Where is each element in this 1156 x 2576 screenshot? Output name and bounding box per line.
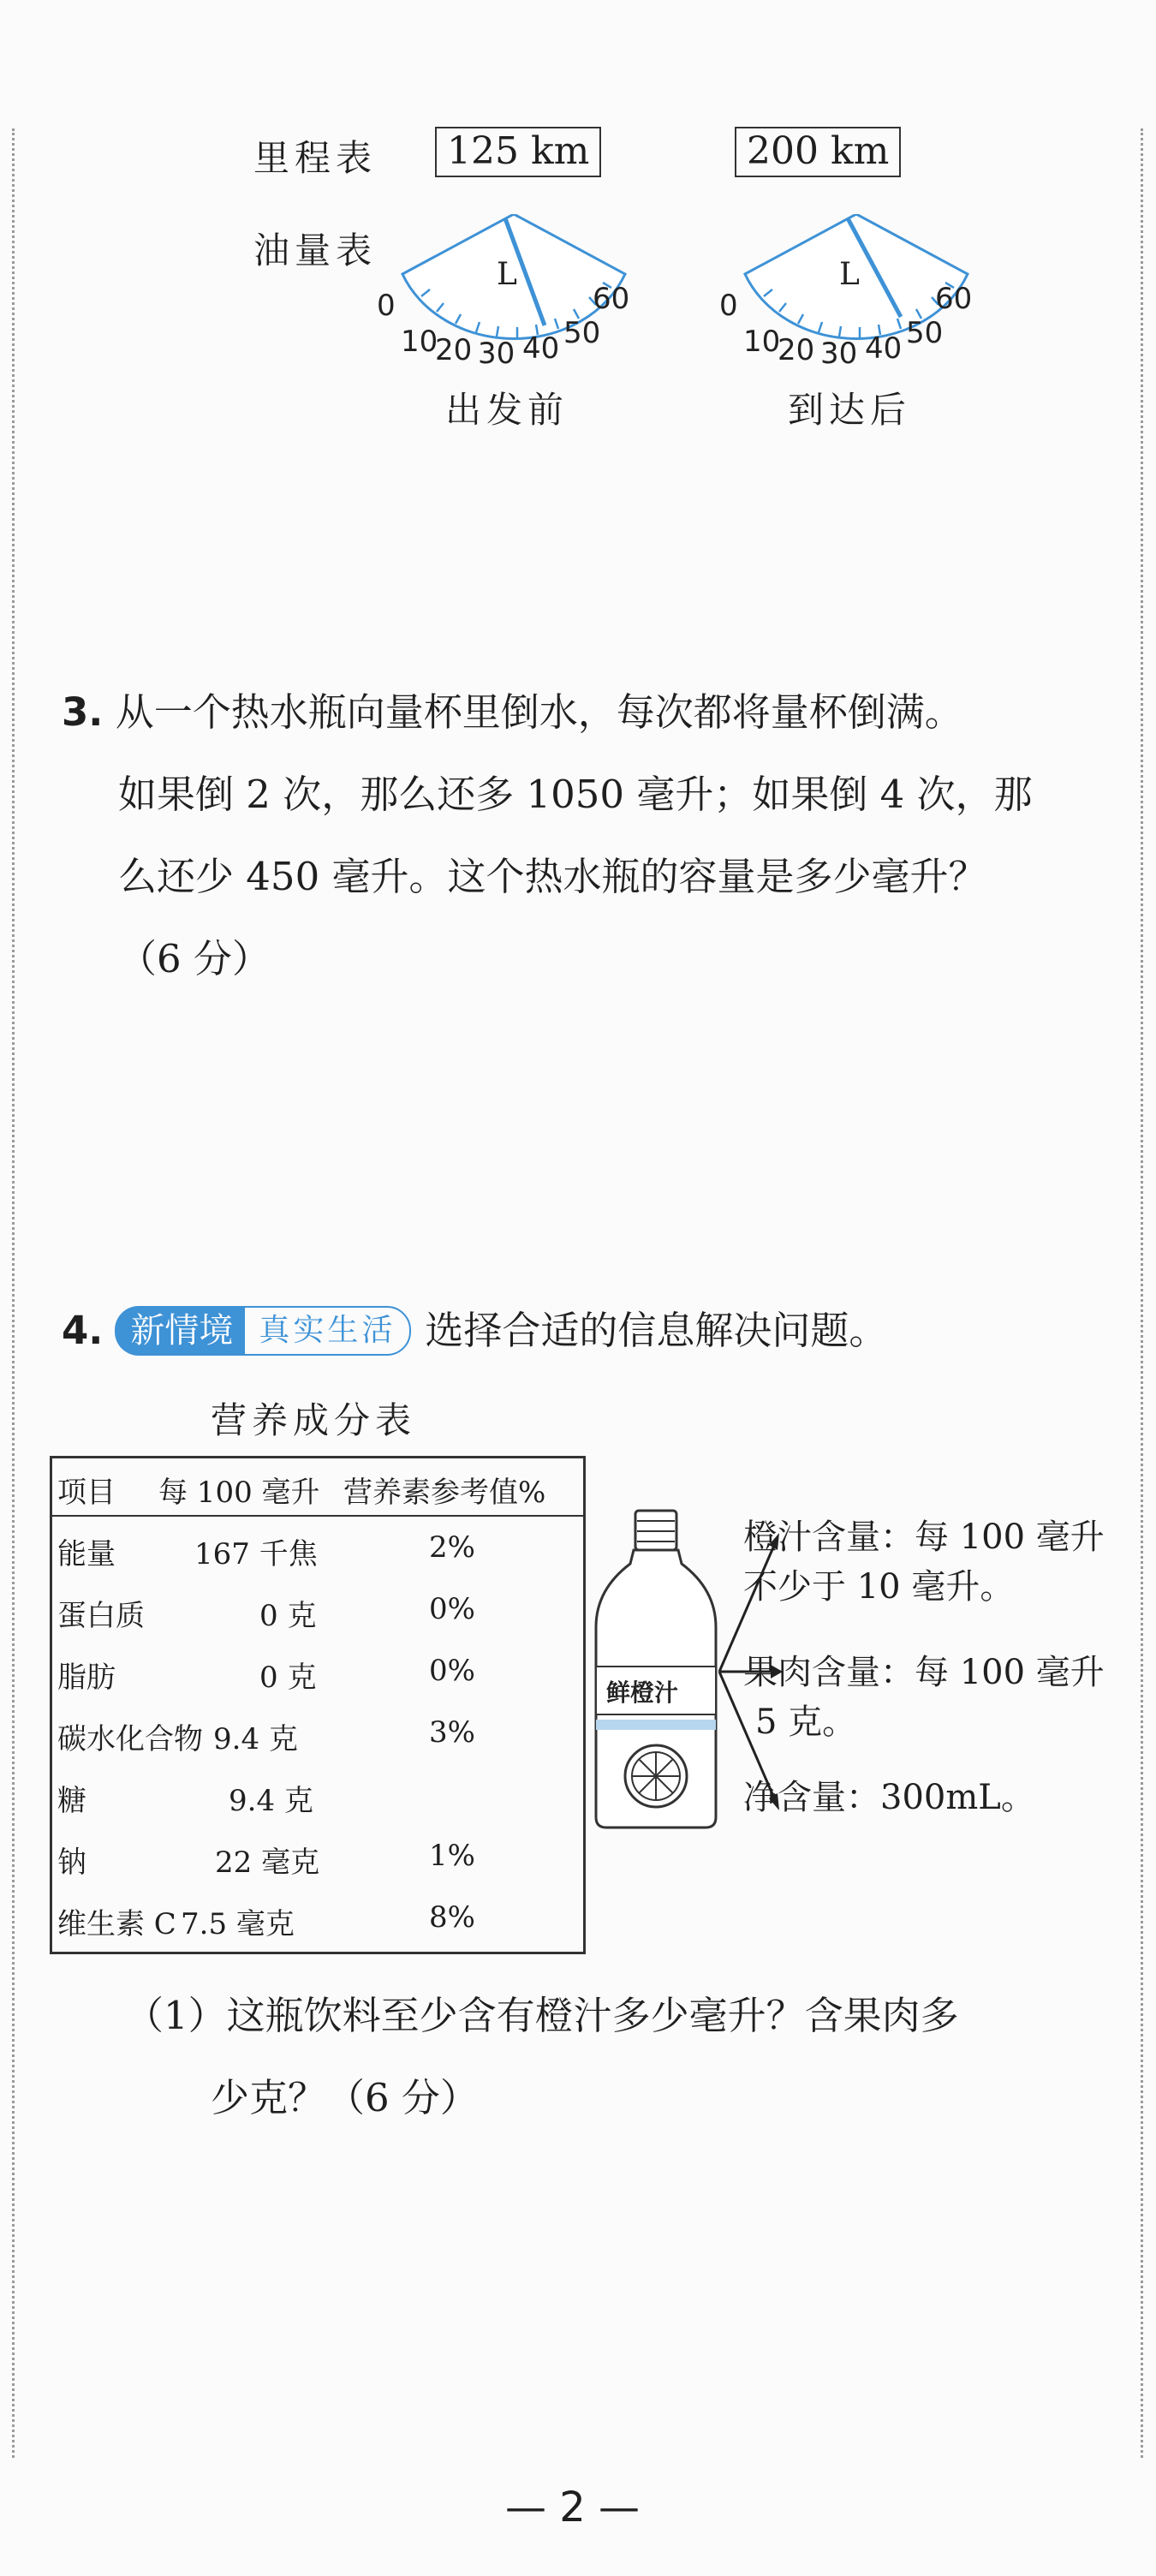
svg-text:20: 20: [778, 333, 815, 367]
fuel-gauge-label: 油量表: [253, 230, 378, 271]
q4-prompt: 选择合适的信息解决问题。: [425, 1308, 888, 1353]
question-number: 4.: [62, 1308, 104, 1353]
nutrition-table: [50, 1456, 586, 1954]
gauge-letter: L: [497, 257, 517, 292]
svg-text:30: 30: [478, 337, 515, 371]
nutrition-table-title: 营养成分表: [211, 1399, 417, 1441]
gauge-letter: L: [839, 257, 860, 292]
svg-text:50: 50: [906, 316, 944, 350]
svg-text:0: 0: [719, 289, 738, 323]
right-dotted-margin: [1141, 128, 1143, 2458]
table-row: 钠 22 毫克 1%: [57, 1839, 475, 1880]
net-content-info: 净含量：300mL。: [743, 1778, 1035, 1817]
svg-text:50: 50: [563, 316, 601, 350]
svg-text:20: 20: [435, 333, 473, 367]
odometer-before: 125 km: [435, 127, 601, 177]
q3-score: （6 分）: [118, 936, 271, 981]
odometer-label: 里程表: [253, 137, 378, 179]
pulp-content-info: 果肉含量：每 100 毫升 5 克。: [743, 1653, 1105, 1742]
page-number: — 2 —: [505, 2484, 641, 2531]
svg-text:60: 60: [593, 282, 630, 316]
q3-line-1: 从一个热水瓶向量杯里倒水，每次都将量杯倒满。: [115, 689, 963, 735]
svg-text:30: 30: [820, 337, 858, 371]
table-row: 蛋白质 0 克 0%: [57, 1592, 475, 1633]
svg-text:10: 10: [743, 325, 781, 359]
tag-secondary: 真实生活: [243, 1306, 411, 1356]
header-nrv: 营养素参考值%: [343, 1476, 546, 1510]
q4-sub1-line-2: 少克？（6 分）: [211, 2075, 479, 2120]
q3-line-2: 如果倒 2 次，那么还多 1050 毫升；如果倒 4 次，那: [118, 772, 1033, 817]
tag-primary: 新情境: [115, 1306, 243, 1356]
q3-line-3: 么还少 450 毫升。这个热水瓶的容量是多少毫升？: [118, 854, 987, 899]
table-row: 碳水化合物 9.4 克 3%: [57, 1715, 475, 1756]
svg-text:40: 40: [522, 331, 560, 366]
header-item: 项目: [57, 1476, 116, 1510]
svg-text:0: 0: [377, 289, 396, 323]
svg-text:60: 60: [935, 282, 973, 316]
header-amount: 每 100 毫升: [158, 1476, 320, 1510]
juice-content-info: 橙汁含量：每 100 毫升 不少于 10 毫升。: [743, 1518, 1105, 1607]
odometer-after: 200 km: [735, 127, 901, 177]
q4-sub1-line-1: （1）这瓶饮料至少含有橙汁多少毫升？含果肉多: [125, 1993, 959, 2038]
bottle-label: 鲜橙汁: [606, 1679, 679, 1707]
caption-after: 到达后: [788, 389, 912, 431]
table-row: 脂肪 0 克 0%: [57, 1654, 475, 1695]
table-row: 维生素 C 7.5 毫克 8%: [57, 1900, 475, 1941]
question-number: 3.: [62, 689, 104, 735]
svg-text:40: 40: [865, 331, 903, 366]
question-3: [62, 671, 1123, 1000]
juice-bottle-illustration: [587, 1507, 724, 1833]
left-dotted-margin: [12, 128, 15, 2458]
caption-before: 出发前: [445, 389, 569, 431]
question-4-header: [62, 1290, 887, 1372]
table-header: [52, 1458, 583, 1517]
svg-text:10: 10: [401, 325, 438, 359]
fuel-gauge-after: [719, 214, 993, 377]
scenario-tag: [115, 1306, 411, 1356]
question-4-sub-1: [125, 1975, 1135, 2139]
fuel-gauge-before: [377, 214, 651, 377]
table-row: 糖 9.4 克: [57, 1784, 313, 1818]
table-row: 能量 167 千焦 2%: [57, 1530, 475, 1571]
